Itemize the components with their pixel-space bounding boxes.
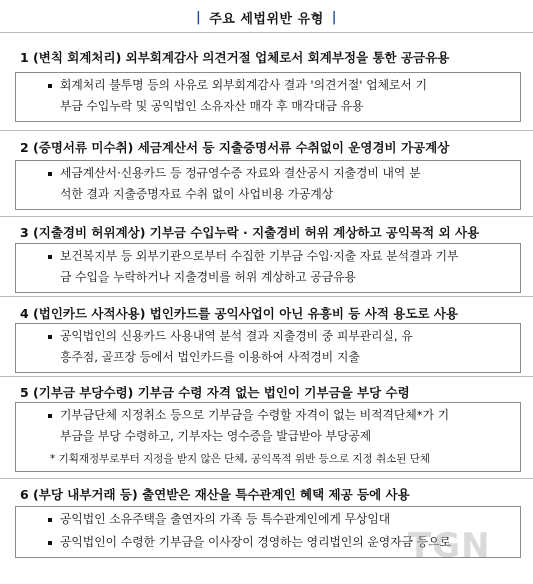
bullet-line: 부금 수입누락 및 공익법인 소유자산 매각 후 매각대금 유용 [60, 99, 364, 113]
section-heading-5: 5 (기부금 부당수령) 기부금 수령 자격 없는 법인이 기부금을 부당 수령 [20, 385, 410, 400]
bullet-dot [48, 335, 52, 339]
section-card-3 [15, 243, 521, 293]
bullet-dot [48, 172, 52, 176]
bullet-dot [48, 518, 52, 522]
watermark-logo: TGN [408, 526, 491, 566]
divider [0, 376, 533, 377]
section-card-2 [15, 160, 521, 210]
bullet-item [60, 163, 530, 205]
section-heading-1: 1 (변칙 회계처리) 외부회계감사 의견거절 업체로서 회계부정을 통한 공금유용 [20, 50, 450, 65]
bullet-line: 흥주점, 골프장 등에서 법인카드를 이용하여 사적경비 지출 [60, 350, 360, 364]
title-bar-right: | [331, 9, 338, 25]
title-row [0, 4, 533, 30]
bullet-dot [48, 541, 52, 545]
divider [0, 32, 533, 33]
bullet-item [60, 405, 530, 447]
bullet-line: 공익법인이 수령한 기부금을 이사장이 경영하는 영리법인의 운영자금 등으로 [60, 535, 451, 549]
section-card-1 [15, 72, 521, 122]
bullet-line: 공익법인 소유주택을 출연자의 가족 등 특수관계인에게 무상임대 [60, 512, 391, 526]
bullet-line: 보건복지부 등 외부기관으로부터 수집한 기부금 수입·지출 자료 분석결과 기부 [60, 249, 459, 263]
title-bar-left: | [195, 9, 202, 25]
bullet-dot [48, 414, 52, 418]
bullet-dot [48, 84, 52, 88]
section-heading-3: 3 (지출경비 허위계상) 기부금 수입누락 · 지출경비 허위 계상하고 공익목적 외 사용 [20, 225, 480, 240]
bullet-line: 세금계산서·신용카드 등 정규영수증 자료와 결산공시 지출경비 내역 분 [60, 166, 421, 180]
divider [0, 130, 533, 131]
bullet-dot [48, 255, 52, 259]
divider [0, 478, 533, 479]
bullet-line: 금 수입을 누락하거나 지출경비를 허위 계상하고 공금유용 [60, 270, 356, 284]
section-heading-4: 4 (법인카드 사적사용) 법인카드를 공익사업이 아닌 유흥비 등 사적 용도로 사용 [20, 306, 458, 321]
bullet-line: 공익법인의 신용카드 사용내역 분석 결과 지출경비 중 피부관리실, 유 [60, 329, 413, 343]
bullet-line: 기부금단체 지정취소 등으로 기부금을 수령할 자격이 없는 비적격단체*가 기 [60, 408, 450, 422]
divider [0, 216, 533, 217]
bullet-line: 부금을 부당 수령하고, 기부자는 영수증을 발급받아 부당공제 [60, 429, 372, 443]
divider [0, 296, 533, 297]
section-heading-2: 2 (증명서류 미수취) 세금계산서 등 지출증명서류 수취없이 운영경비 가공계상 [20, 140, 450, 155]
section-heading-6: 6 (부당 내부거래 등) 출연받은 재산을 특수관계인 혜택 제공 등에 사용 [20, 487, 410, 502]
page-title [196, 8, 337, 27]
section-card-5 [15, 402, 521, 472]
bullet-item [60, 326, 530, 368]
bullet-item [60, 246, 530, 288]
bullet-item [60, 75, 530, 117]
section-card-4 [15, 323, 521, 373]
footnote: * 기획재정부로부터 지정을 받지 않은 단체, 공익목적 위반 등으로 지정 취소된 단체 [50, 453, 431, 465]
title-text: 주요 세법위반 유형 [209, 11, 324, 27]
bullet-line: 회계처리 불투명 등의 사유로 외부회계감사 결과 '의견거절' 업체로서 기 [60, 78, 427, 92]
bullet-line: 석한 결과 지출증명자료 수취 없이 사업비용 가공계상 [60, 187, 334, 201]
